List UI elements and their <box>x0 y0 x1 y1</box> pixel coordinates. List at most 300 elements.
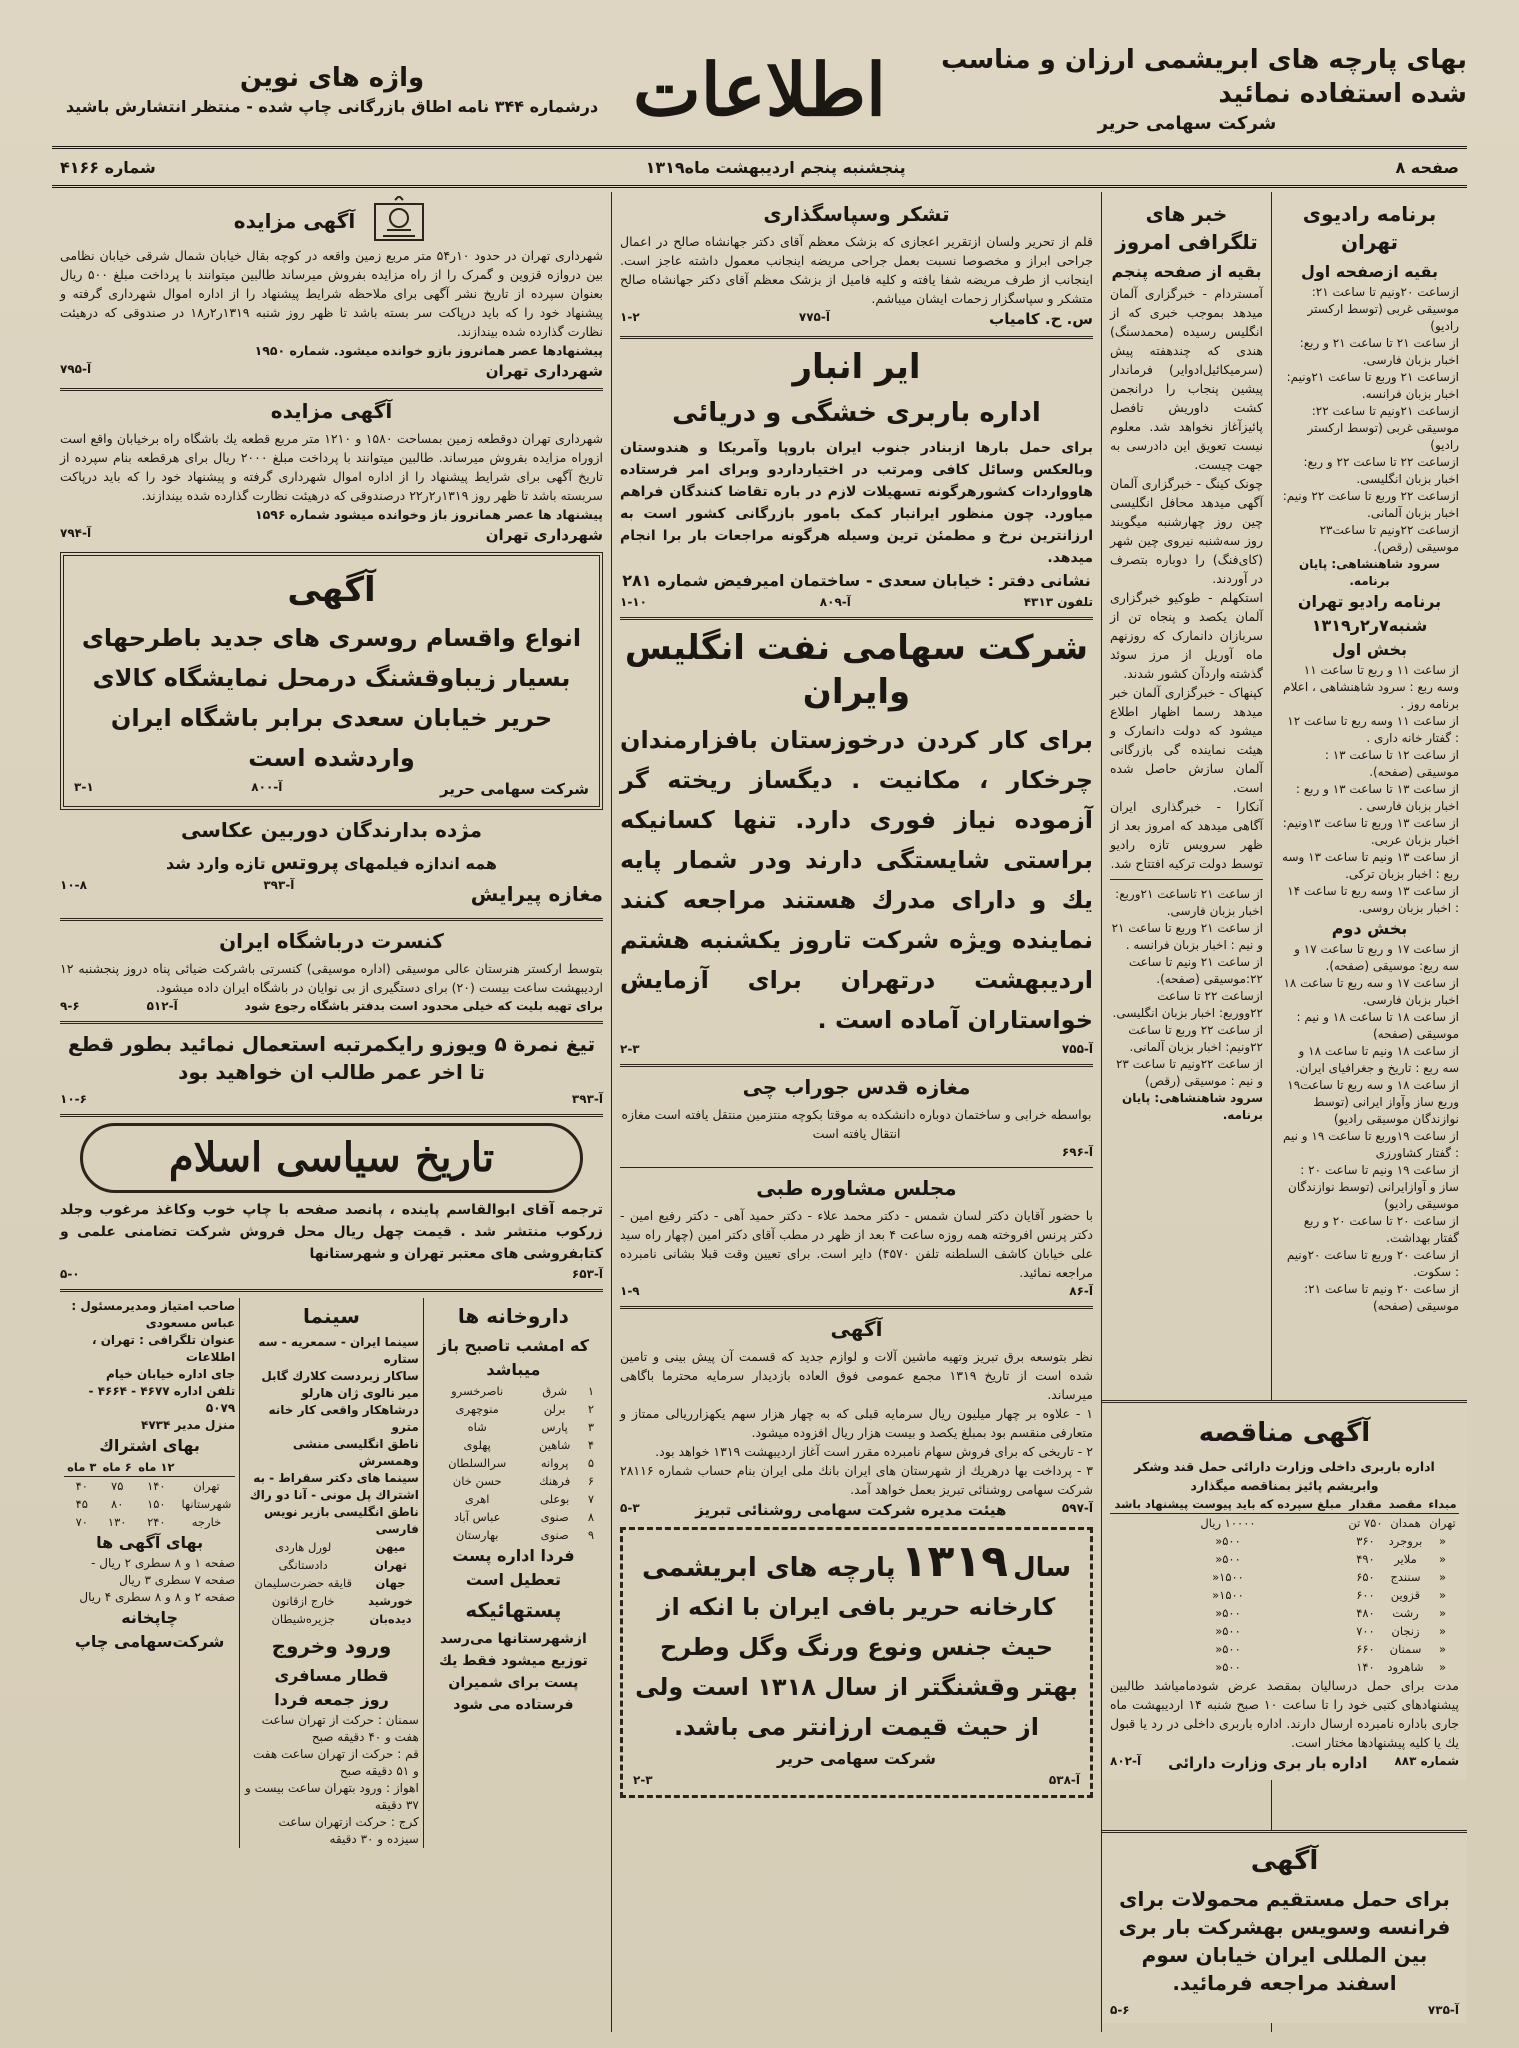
divider <box>620 617 1093 620</box>
table-cell: منوچهری <box>455 1402 499 1416</box>
telegraph-item: آمستردام - خبرگزاری آلمان میدهد بموجب خبری که از انگلیس رسیده (محمدسنگ) هندی که چندهفته پیش (سرمیکائیل‌ادوایر) فرماندار پیشین پنجاب را درانجمن کشت داوریش تافصل پائیزآغاز نخواهد شد. معلوم نیست تعویق این دادرسی به جهت چیست. <box>1110 286 1263 472</box>
auction-1-footer <box>60 360 603 382</box>
masthead-slogan-block <box>907 43 1467 137</box>
table-row <box>64 1495 235 1513</box>
table-cell: دیده‌بان <box>369 1612 412 1626</box>
islam-history-footer <box>60 1265 603 1283</box>
auction-2-footer <box>60 524 603 546</box>
table-cell: شاه <box>467 1420 487 1434</box>
table-cell: ۲ <box>587 1402 594 1416</box>
divider <box>60 1114 603 1117</box>
lion-sun-emblem-icon <box>369 196 429 246</box>
cinema-block <box>239 1298 424 1848</box>
table-cell: خارجه <box>191 1515 222 1529</box>
table-cell: ۷۰۰ <box>1356 1624 1375 1638</box>
table-cell: تهران <box>193 1479 220 1493</box>
table-cell: ۱۵۰ <box>147 1497 166 1511</box>
radio-program-title: برنامه رادیو تهران <box>1297 592 1442 611</box>
harir-prefix: سال <box>1013 1553 1072 1583</box>
table-cell: پروانه <box>540 1456 569 1470</box>
table-row <box>244 1610 419 1628</box>
harir-year: ۱۳۱۹ <box>900 1536 1009 1587</box>
concert-title: کنسرت درباشگاه ایران <box>219 929 444 953</box>
ad-code: آ-۵۹۷ <box>1061 1501 1093 1515</box>
electric-item: ۲ - تاریخی که برای فروش سهام نامبرده مقرر است آغاز اردیبهشت ۱۳۱۹ خواهد بود. <box>655 1444 1093 1459</box>
ad-code: ۱۰-۶ <box>60 1092 87 1106</box>
electric-footer <box>620 1499 1093 1521</box>
table-row <box>428 1472 599 1490</box>
radio-item: ازساعت ۲۲ونیم تا ساعت۲۳ موسیقی (رقص). <box>1319 523 1459 554</box>
telegraph-item: استکهلم - طوکیو خبرگزاری آلمان یکصد و پنجاه تن از سربازان دانمارک که روزنهم ماه آوریل از مرز سوئد گذشته واردآن کشور شدند. <box>1110 590 1263 681</box>
bottom-grid <box>60 1298 603 1848</box>
electric-ad <box>620 1315 1093 1521</box>
travel-item: قم : حرکت از تهران ساعت هفت و ۵۱ دقیقه صبح <box>253 1747 419 1778</box>
table-header-row <box>64 1458 235 1477</box>
camera-sub2: تازه وارد شد <box>165 854 266 873</box>
telegraph-title: خبر های تلگرافی امروز <box>1115 202 1258 254</box>
medical-ad <box>620 1174 1093 1300</box>
blade-ad <box>60 1030 603 1108</box>
travel-item: اهواز : ورود بتهران ساعت بیست و ۳۷ دقیقه <box>245 1781 419 1812</box>
table-row <box>244 1538 419 1556</box>
table-row <box>1110 1622 1459 1640</box>
table-cell: شرق <box>542 1384 568 1398</box>
table-header: ۱۲ ماه <box>135 1458 178 1477</box>
iran-anbar-phone: تلفون ۴۳۱۳ <box>1023 595 1093 609</box>
transport-footer <box>1110 2001 1459 2019</box>
ad-code: آ-۸۰۰ <box>251 780 283 794</box>
telegraph-schedule-item: ازساعت ۲۲ تا ساعت ۲۲ووربع: اخبار بزبان انگلیسی. <box>1112 989 1263 1020</box>
radio-item: ازساعت ۲۲ تا ساعت ۲۲ و ربع: اخبار بزبان انگلیسی. <box>1303 455 1459 486</box>
telegraph-schedule-item: از ساعت ۲۱ وربع تا ساعت ۲۱ و نیم : اخبار بزبان فرانسه . <box>1111 921 1263 952</box>
cinema-item: سینما های دکتر سقراط - به اشتراك پل مونی - آنا دو راك <box>249 1471 419 1502</box>
table-row <box>64 1477 235 1496</box>
pharmacies-block <box>424 1298 603 1848</box>
masthead-left-title: واژه های نوین <box>239 63 425 93</box>
table-cell: ۵۰۰« <box>1215 1624 1241 1638</box>
concert-footer <box>60 997 603 1015</box>
table-cell: ۲۴۰ <box>147 1515 166 1529</box>
table-cell: جهان <box>375 1576 406 1590</box>
issue-number: شماره ۴۱۶۶ <box>60 157 156 177</box>
radio-part1-item: از ساعت ۱۳ وسه ربع تا ساعت ۱۴ : اخبار بزبان روسی. <box>1287 884 1459 915</box>
table-row <box>1110 1586 1459 1604</box>
iran-anbar-footer <box>620 593 1093 611</box>
islam-history-ad <box>60 1123 603 1283</box>
table-cell: اهری <box>464 1492 490 1506</box>
tender-issue: شماره ۸۸۳ <box>1394 1754 1459 1768</box>
column-middle <box>612 192 1102 2032</box>
table-cell: ۸۰ <box>111 1497 124 1511</box>
pharmacies-title: داروخانه ها <box>457 1304 569 1328</box>
table-cell: ۱ <box>587 1384 594 1398</box>
table-header: ۳ ماه <box>64 1458 99 1477</box>
issue-date: پنجشنبه پنجم اردیبهشت ماه۱۳۱۹ <box>645 157 906 177</box>
table-cell: ۴۹۰ <box>1356 1552 1375 1566</box>
radio-part1-item: از ساعت ۱۳ ونیم تا ساعت ۱۳ وسه ربع : اخبار بزبان ترکی. <box>1282 850 1459 881</box>
auction-ad-1 <box>60 196 603 382</box>
radio-part1-item: از ساعت ۱۲ تا ساعت ۱۳ : موسیقی (صفحه). <box>1324 748 1459 779</box>
divider <box>620 336 1093 339</box>
cinema-table <box>244 1538 419 1628</box>
ad-code: آ-۸۶ <box>1069 1284 1093 1298</box>
medical-footer <box>620 1282 1093 1300</box>
publisher-line: منزل مدیر ۴۷۳۴ <box>141 1418 236 1432</box>
publisher-line: جای اداره خیابان خیام <box>105 1367 236 1381</box>
radio-item: ازساعت ۲۰ونیم تا ساعت ۲۱: موسیقی غربی (توسط ارکستر رادیو) <box>1307 285 1459 333</box>
newspaper-logo: اطلاعات <box>633 47 886 132</box>
aioc-ad <box>620 626 1093 1058</box>
islam-history-title: تاریخ سیاسی اسلام <box>80 1123 583 1193</box>
auction-2-body: شهرداری تهران دوقطعه زمین بمساحت ۱۵۸۰ و ۱۲۱۰ متر مربع قطعه یك باشگاه راه برخیابان واقع است ازوراه مزایده بفروش میرساند. طالبین میتوانند با پرداخت مبلغ ۲۰۰۰ ریال برای هرقطعه بنام سپرده از تاریخ آگهی برای شرایط پیشنهاد را از اداره اموال شهرداری گرفته و پیشنهاد خود را که باید درپاکت سربسته باشد تا ظهر روز ۱۳۱۹ر۲ر۲۲ درصندوقی که درهیئت نظارت گذارده شده بیندازند. <box>60 431 603 503</box>
ad-code: آ-۳۹۳ <box>571 1092 603 1106</box>
concert-body: بتوسط ارکستر هنرستان عالی موسیقی (اداره موسیقی) کنسرتی باشرکت ضیائی پناه دروز پنجشنبه ۱۲ اردیبهشت ساعت بیست (۲۰) برای دستگیری از بی نوایان در باشگاه ایران داده میشود. <box>60 961 603 995</box>
table-cell: تهران <box>1429 1516 1456 1530</box>
table-cell: ۵۰۰« <box>1215 1552 1241 1566</box>
table-cell: ۱۴۰ <box>147 1479 166 1493</box>
table-cell: تهران <box>374 1558 407 1572</box>
table-cell: ۷۰ <box>75 1515 88 1529</box>
table-cell: حسن خان <box>452 1474 502 1488</box>
divider <box>60 388 603 391</box>
travel-item: کرج : حرکت ازتهران ساعت سیزده و ۳۰ دقیقه <box>278 1815 419 1846</box>
qods-footer <box>620 1143 1093 1161</box>
ads-price-line: صفحه ۱ و ۸ سطری ۲ ریال - صفحه ۷ سطری ۳ ریال <box>91 1556 236 1587</box>
radio-part2-item: از ساعت ۱۸ تا ساعت ۱۸ و نیم : موسیقی (صفحه) <box>1296 1010 1459 1041</box>
printer-name: چاپخانه شرکت‌سهامی چاپ <box>74 1608 225 1651</box>
subscription-table <box>64 1458 235 1531</box>
medical-title: مجلس مشاوره طبی <box>756 1176 957 1200</box>
table-cell: ۱۵۰۰« <box>1212 1570 1244 1584</box>
table-row <box>428 1526 599 1544</box>
thanks-sign: س. ح. کامیاب <box>989 310 1093 328</box>
table-cell: زنجان <box>1391 1624 1420 1638</box>
table-cell: دادستانگی <box>278 1558 328 1572</box>
ad-code: ۱-۹ <box>620 1284 640 1298</box>
ad-code: ۳-۱ <box>74 780 94 794</box>
ad-code: ۲-۳ <box>620 1042 640 1056</box>
divider <box>620 1167 1093 1168</box>
ad-code: ۱-۱۰ <box>620 595 647 609</box>
cinema-item: ناطق انگلیسی منشی وهمسرش <box>292 1437 419 1468</box>
radio-continued: بقیه ازصفحه اول <box>1300 262 1439 281</box>
table-row <box>64 1513 235 1531</box>
table-cell: شاهین <box>538 1438 571 1452</box>
table-header-row <box>1110 1495 1459 1514</box>
post-closed: فردا اداره پست تعطیل است <box>452 1546 575 1589</box>
table-row <box>1110 1514 1459 1533</box>
thanks-title: تشکر وسپاسگذاری <box>763 202 950 226</box>
electric-sign: هیئت مدیره شرکت سهامی روشنائی تبریز <box>695 1501 1007 1519</box>
pharmacies-subtitle: که امشب تاصبح باز میباشد <box>437 1336 589 1379</box>
radio-part2-title: بخش دوم <box>1331 919 1408 938</box>
table-cell: ۵۰۰« <box>1215 1660 1241 1674</box>
travel-item: سمنان : حرکت از تهران ساعت هفت و ۴۰ دقیقه صبح <box>261 1713 419 1744</box>
table-cell: ناصرخسرو <box>451 1384 504 1398</box>
table-cell: میهن <box>375 1540 406 1554</box>
table-cell: لورل هاردی <box>275 1540 332 1554</box>
table-cell: سنندج <box>1390 1570 1421 1584</box>
ad-code: آ-۸۰۹ <box>819 595 851 609</box>
table-row <box>428 1508 599 1526</box>
table-header: مقدار <box>1346 1495 1385 1514</box>
table-cell: پهلوی <box>463 1438 491 1452</box>
radio-item: ازساعت ۲۱ونیم تا ساعت ۲۲: موسیقی غربی (توسط ارکستر رادیو) <box>1307 404 1459 452</box>
table-cell: ۵۰۰« <box>1215 1606 1241 1620</box>
camera-line <box>60 848 603 876</box>
camera-brand: پروتس <box>270 850 339 874</box>
table-cell: « <box>1438 1570 1447 1584</box>
table-cell: « <box>1438 1552 1447 1566</box>
table-cell: ۳ <box>587 1420 594 1434</box>
divider <box>1110 879 1263 880</box>
ad-code: آ-۵۱۲ <box>146 999 178 1013</box>
divider <box>620 1306 1093 1309</box>
electric-item: ۱ - علاوه بر چهار میلیون ریال سرمایه قبلی که به چهار هزار سهم یکهزارریالی ممتاز و متعارفی منقسم بود بمبلغ یکصد و بیست هزار ریال افزوده میشود. <box>620 1406 1093 1440</box>
table-cell: ۴ <box>587 1438 594 1452</box>
auction-1-body: شهرداری تهران در حدود ۱۰ر۵۴ متر مربع زمین واقعه در کوچه بقال خیابان شمال شرقی خیابان نظامی بین دروازه قزوین و گمرک را از راه مزایده بفروش میرساند طالبین میتوانند با پرداخت مبلغ ۵۰۰ ریال بعنوان سپرده از تاریخ نشر آگهی برای ملاحظه شرایط پیشنهاد را از اداره اموال شهرداری گرفته و پیشنهاد خود را که باید درپاکت سر بسته باشد تا ظهر روز شنبه ۱۳۱۹ر۲ر۱۸ در صندوقی که درهیئت نظارت گذارده شده بیندازند. <box>60 248 604 339</box>
tender-title: آگهی مناقصه <box>1198 1418 1371 1448</box>
table-row <box>1110 1640 1459 1658</box>
blade-body: تیغ نمرة ۵ ویوزو رایکمرتبه استعمال نمائید بطور قطع تا اخر عمر طالب ان خواهید بود <box>67 1032 596 1084</box>
table-cell: قزوین <box>1390 1588 1421 1602</box>
ad-code: آ-۷۹۵ <box>60 362 92 376</box>
table-cell: قایقه حضرت‌سلیمان <box>254 1576 352 1590</box>
cinema-item: سینما ایران - سمعریه - سه ستاره <box>258 1335 419 1366</box>
telegraph-continued: بقیه از صفحه پنجم <box>1111 262 1262 281</box>
scarves-title: آگهی <box>287 570 376 610</box>
table-cell: صنوی <box>540 1510 569 1524</box>
radio-part2-item: از ساعت ۱۹وربع تا ساعت ۱۹ و نیم : گفتار کشاورزی <box>1283 1129 1459 1160</box>
auction-ad-2 <box>60 397 603 546</box>
divider <box>620 1064 1093 1067</box>
table-row <box>244 1592 419 1610</box>
table-cell: جزیره‌شیطان <box>271 1612 335 1626</box>
thanks-body: قلم از تحریر ولسان ازتقریر اعجازی که بزشک معظم آقای دکتر جهانشاه صالح در اعمال جراحی ابراز و مخصوصا نسبت بعمل جراحی مریضه اینجانب معمول داشته عاجز است. اینجانب از طرف مریضه شفا یافته و کلیه فامیل از بزشک معظم آقای دکتر جهانشاه صالح متشکر و سپاسگزار زحمات ایشان میباشم. <box>620 234 1093 306</box>
ad-code: ۵-۶ <box>1110 2003 1130 2017</box>
ad-code: آ-۷۳۵ <box>1427 2003 1459 2017</box>
iran-anbar-body: برای حمل بارها ازبنادر جنوب ایران باروپا وآمریکا و هندوستان وبالعکس وسائل کافی ومرتب در اختیارداردو وبرای امر فرستاده هاوواردات کشورهرگونه تسهیلات لازم در باره تقاضا کنندگان فراهم میاورد. چون منظور ایرانبار کمک بامور بازرگانی کشور است به ارزانترین نرخ و مطمئن ترین وسیله هرگونه مراجعات بار برا انجام میدهد. <box>620 440 1093 566</box>
electric-body: نظر بتوسعه برق تبریز وتهیه ماشین آلات و لوازم جدید که قسمت آن پیش بینی و تامین شده است از تاریخ ۱۳۱۹ مجمع عمومی فوق العاده بازدیدار سرمایه محترما باگاهی میرساند. <box>620 1349 1093 1402</box>
post-body: ازشهرستانها می‌رسد توزیع میشود فقط یك پست برای شمیران فرستاده می شود <box>439 1631 588 1713</box>
table-row <box>244 1556 419 1574</box>
tender-ad <box>1102 1400 1467 1780</box>
telegraph-item: کپنهاک - خبرگزاری آلمان خبر میدهد رسما اظهار اطلاع میشود که دولت دانمارک و هیئت نماینده گی بازرگانی آلمان سازش حاصل شده است. <box>1110 685 1263 795</box>
transport-ad <box>1102 1830 1467 2023</box>
ad-code: آ-۸۰۲ <box>1110 1754 1142 1768</box>
radio-part1-item: از ساعت ۱۱ و ربع تا ساعت ۱۱ وسه ربع : سرود شاهنشاهی ، اعلام برنامه روز . <box>1283 663 1459 711</box>
scarves-body: انواع واقسام روسری های جدید باطرحهای بسیار زیباوقشنگ درمحل نمایشگاه کالای حریر خیابان سعدی برابر باشگاه ایران واردشده است <box>81 624 582 772</box>
ad-code: ۵-۰ <box>60 1267 80 1281</box>
table-cell: ۶۵۰ <box>1356 1570 1375 1584</box>
table-cell: ۶ <box>587 1474 594 1488</box>
table-cell: ۵ <box>587 1456 594 1470</box>
aioc-title: شرکت سهامی نفت انگلیس وایران <box>624 628 1089 712</box>
subscription-title: بهای اشتراك <box>99 1436 200 1455</box>
table-cell: ۶۶۰ <box>1356 1642 1375 1656</box>
table-cell: فرهنك <box>539 1474 571 1488</box>
table-row <box>428 1490 599 1508</box>
ad-code: ۹-۶ <box>60 999 80 1013</box>
auction-2-title: آگهی مزایده <box>270 399 393 423</box>
auction-2-sign: شهرداری تهران <box>485 526 603 544</box>
table-cell: « <box>1438 1660 1447 1674</box>
radio-part2-item: از ساعت ۱۸ و سه ربع تا ساعت۱۹ وربع ساز وآواز ایرانی (توسط نوازندگان موسیقی رادیو) <box>1287 1078 1459 1126</box>
table-cell: ۶۰۰ <box>1356 1588 1375 1602</box>
auction-1-heading <box>60 196 603 246</box>
thanks-ad <box>620 200 1093 330</box>
table-cell: ۷۵ <box>111 1479 124 1493</box>
radio-part2-item: از ساعت ۱۸ ونیم تا ساعت ۱۸ و سه ربع : تاریخ و جغرافیای ایران. <box>1295 1044 1459 1075</box>
ad-code: ۱۰-۸ <box>60 878 87 892</box>
qods-ad <box>620 1073 1093 1161</box>
divider <box>60 918 603 921</box>
table-cell: ۵۰۰« <box>1215 1534 1241 1548</box>
publisher-line: تلفن اداره ۴۶۷۷ - ۴۶۶۴ - ۵۰۷۹ <box>88 1384 236 1415</box>
divider <box>60 1289 603 1292</box>
tender-intro: اداره باربری داخلی وزارت دارائی حمل قند وشکر وابریشم پائیز بمناقصه میگذارد <box>1134 1459 1435 1493</box>
radio-part2-item: از ساعت ۲۰ ونیم تا ساعت ۲۱: موسیقی (صفحه) <box>1304 1282 1459 1313</box>
auction-2-note: پیشنهاد ها عصر همانروز باز وخوانده میشود شماره ۱۵۹۶ <box>254 507 603 522</box>
telegraph-item: آنکارا - خبرگذاری ایران آگاهی میدهد که امروز بعد از ظهر سرویس تازه رادیو توسط دولت ترکیه افتتاح شد. <box>1110 799 1263 871</box>
medical-body: با حضور آقایان دکتر لسان شمس - دکتر محمد علاء - دکتر حمید آهی - دکتر رفیع امین - دکتر پرنس افروخته همه روزه ساعت ۴ بعد از ظهر در مطب آقای دکتر امین (چهار راه سید علی خیابان کاشف السلطنه تلفن ۴۵۷۰) دایر است. برای تعیین وقت قبلا بشانی نامبرده مراجعه نمائید. <box>620 1208 1093 1280</box>
masthead-left-block <box>52 61 612 119</box>
radio-part2-item: از ساعت ۱۷ و سه ربع تا ساعت ۱۸ اخبار بزبان فارسی. <box>1283 976 1459 1007</box>
concert-note: برای تهیه بلیت که خیلی محدود است بدفتر باشگاه رجوع شود <box>244 999 603 1013</box>
auction-1-sign: شهرداری تهران <box>485 362 603 380</box>
cinema-item: ناطق انگلیسی بازیر نویس فارسی <box>264 1505 419 1536</box>
electric-title: آگهی <box>830 1317 883 1341</box>
telegraph-schedule-item: از ساعت ۲۱ تاساعت ۲۱وربع: اخبار بزبان فارسی. <box>1115 887 1263 918</box>
table-header <box>178 1458 235 1477</box>
table-cell: رشت <box>1392 1606 1419 1620</box>
table-header: مبداء <box>1426 1495 1459 1514</box>
ad-code: ۵-۳ <box>620 1501 640 1515</box>
masthead-slogan: بهای پارچه های ابریشمی ارزان و مناسب شده استفاده نمائید <box>941 45 1467 109</box>
iran-anbar-ad <box>620 345 1093 611</box>
harir-footer <box>633 1771 1080 1789</box>
column-left <box>52 192 612 2032</box>
publisher-block <box>60 1298 239 1848</box>
table-cell: ۷ <box>587 1492 594 1506</box>
ad-code: آ-۶۵۳ <box>571 1267 603 1281</box>
transport-body: برای حمل مستقیم محمولات برای فرانسه وسویس بهشرکت بار بری بین المللی ایران خیابان سوم اسفند مراجعه فرمائید. <box>1118 1887 1451 1995</box>
auction-1-note: پیشنهادها عصر همانروز بازو خوانده میشود. شماره ۱۹۵۰ <box>254 343 603 358</box>
table-row <box>428 1382 599 1400</box>
dateline <box>52 146 1467 188</box>
table-cell: ۱۴۰ <box>1356 1660 1375 1674</box>
table-cell: شهرستانها <box>181 1497 232 1511</box>
ads-price-title: بهای آگهی ها <box>96 1533 204 1552</box>
harir-body: کارخانه حریر بافی ایران با انکه از حیث جنس ونوع ورنگ وگل وطرح بهتر وقشنگتر از سال ۱۳۱۸ است ولی از حیث قیمت ارزانتر می باشد. <box>635 1593 1078 1741</box>
radio-part1-item: از ساعت ۱۳ وربع تا ساعت ۱۳ونیم: اخبار بزبان عربی. <box>1282 816 1459 847</box>
scarves-footer <box>74 778 589 800</box>
table-row <box>428 1454 599 1472</box>
masthead <box>52 40 1467 140</box>
table-cell: صنوی <box>540 1528 569 1542</box>
ad-code: ۲-۳ <box>633 1773 653 1787</box>
table-cell: « <box>1438 1534 1447 1548</box>
thanks-footer <box>620 308 1093 330</box>
radio-part1-item: از ساعت ۱۳ تا ساعت ۱۳ و ربع : اخبار بزبان فارسی . <box>1295 782 1459 813</box>
ad-code: آ-۷۹۴ <box>60 526 92 540</box>
table-row <box>244 1574 419 1592</box>
pharmacies-table <box>428 1382 599 1544</box>
cinema-title: سینما <box>303 1304 360 1328</box>
publisher-line: عنوان تلگرافی : تهران ، اطلاعات <box>91 1333 236 1364</box>
islam-history-body: ترجمه آقای ابوالقاسم پاینده ، پانصد صفحه با چاپ خوب وکاغذ مرغوب وجلد زرکوب منتشر شد . قیمت چهل ریال محل فروش شرکت تضامنی علمی و کتابفروشی های معتبر تهران و شهرستانها <box>60 1202 603 1262</box>
table-cell: برلن <box>543 1402 566 1416</box>
table-cell: ۷۵۰ تن <box>1348 1516 1383 1530</box>
table-row <box>1110 1658 1459 1676</box>
table-row <box>1110 1604 1459 1622</box>
table-cell: ۸ <box>587 1510 594 1524</box>
publisher-line: صاحب امتیاز ومدیرمسئول : عباس مسعودی <box>71 1299 236 1330</box>
table-cell: ۴۵ <box>75 1497 88 1511</box>
ad-code: ۱-۲ <box>620 310 640 324</box>
aioc-body: برای کار کردن درخوزستان بافزارمندان چرخکار ، مکانیت . دیگساز ریخته گر آزموده نیاز فوری دارد. تنها کسانیکه براستی شایستگی دارند ودر شمار پایه یك و دارای مدرك هستند مراجعه کنند نماینده ویژه شرکت تاروز یکشنبه هشتم اردیبهشت درتهران برای آزمایش خواستاران آماده است . <box>620 726 1093 1034</box>
iran-anbar-subtitle: اداره باربری خشگی و دریائی <box>672 398 1041 428</box>
table-cell: خورشید <box>368 1594 413 1608</box>
blade-footer <box>60 1090 603 1108</box>
qods-title: مغازه قدس جوراب چی <box>742 1075 971 1099</box>
table-header: مقصد <box>1385 1495 1426 1514</box>
table-cell: عباس آباد <box>453 1510 501 1524</box>
camera-shop: مغازه پیرایش <box>470 882 603 906</box>
ad-code: آ-۷۵۵ <box>1061 1042 1093 1056</box>
table-cell: ۴۸۰ <box>1356 1606 1375 1620</box>
iran-anbar-title: ایر انبار <box>792 347 921 387</box>
camera-ad <box>60 816 603 912</box>
post-title: پستهائیکه <box>465 1598 562 1622</box>
tender-table <box>1110 1495 1459 1676</box>
table-cell: ۵۰۰« <box>1215 1642 1241 1656</box>
table-cell: بروجرد <box>1388 1534 1423 1548</box>
cinema-item: ساکار زبردست کلارك گابل میر نالوی ژان هارلو درشاهکار واقعی کار خانه مترو <box>261 1369 419 1434</box>
divider <box>60 1021 603 1024</box>
ad-code: آ-۳۹۳ <box>263 878 295 892</box>
tender-footer <box>1110 1752 1459 1774</box>
table-cell: بهارستان <box>455 1528 499 1542</box>
ad-code: آ-۶۹۶ <box>1061 1145 1093 1159</box>
masthead-logo-block <box>620 45 900 135</box>
table-cell: پارس <box>541 1420 568 1434</box>
table-header: مبلغ سپرده که باید پیوست پیشنهاد باشد <box>1110 1495 1346 1514</box>
harir-lead: پارچه های ابریشمی <box>641 1553 896 1583</box>
telegraph-schedule-item: از ساعت ۲۱ ونیم تا ساعت ۲۲:موسیقی (صفحه). <box>1128 955 1263 986</box>
harir-sign: شرکت سهامی حریر <box>777 1749 936 1768</box>
table-cell: سرالسلطان <box>448 1456 507 1470</box>
masthead-left-sub: درشماره ۳۴۴ نامه اطاق بازرگانی چاپ شده - منتظر انتشارش باشید <box>65 97 599 116</box>
radio-part2-item: از ساعت ۲۰ تا ساعت ۲۰ و ربع گفتار بهداشت. <box>1303 1214 1459 1245</box>
concert-ad <box>60 927 603 1015</box>
harir-ad <box>620 1527 1093 1798</box>
telegraph-schedule-item: از ساعت ۲۲ونیم تا ساعت ۲۳ و نیم : موسیقی (رقص) <box>1115 1057 1263 1088</box>
tender-body: مدت برای حمل درسالیان بمقصد عرض شودمامیاشد طالبین پیشنهادهای کتبی خود را تا ساعت ۱۰ صبح شنبه ۱۴ اردیبهشت ماه جاری باداره نامبرده ارسال دارند. اداره باربری داخلی در رد یا قبول یك یا کلیه پیشنهادها مختار است. <box>1110 1678 1460 1750</box>
table-row <box>428 1418 599 1436</box>
table-cell: بوعلی <box>539 1492 570 1506</box>
harir-heading <box>633 1536 1080 1587</box>
table-cell: ۱۳۰ <box>107 1515 127 1529</box>
tender-sign: اداره بار بری وزارت دارائی <box>1168 1754 1368 1772</box>
ads-price-line: صفحه ۲ و ۸ و ۸ سطری ۴ ریال <box>79 1590 236 1604</box>
telegraph-schedule-item: از ساعت ۲۲ وربع تا ساعت ۲۲ونیم: اخبار بزبان آلمانی. <box>1128 1023 1263 1054</box>
radio-title: برنامه رادیوی تهران <box>1302 202 1437 254</box>
radio-part1-item: از ساعت ۱۱ وسه ربع تا ساعت ۱۲ : گفتار خانه داری . <box>1287 714 1459 745</box>
table-header: ۶ ماه <box>99 1458 134 1477</box>
radio-part2-item: از ساعت ۱۷ و ربع تا ساعت ۱۷ و سه ربع: موسیقی (صفحه). <box>1294 942 1459 973</box>
radio-part2-item: از ساعت ۲۰ وربع تا ساعت ۲۰ونیم : سکوت. <box>1286 1248 1459 1279</box>
